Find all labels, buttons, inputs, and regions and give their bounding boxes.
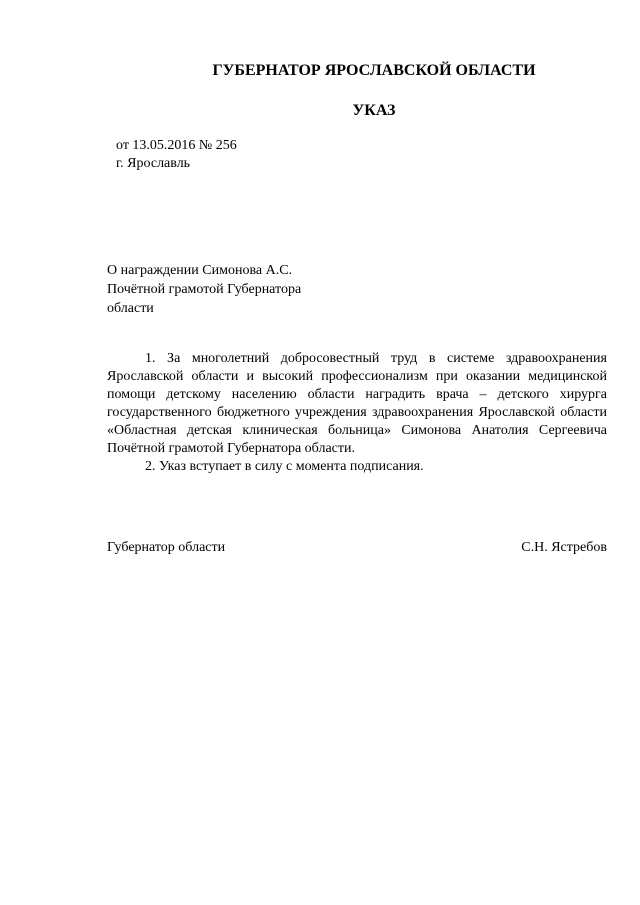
date-number: от 13.05.2016 № 256 [116,138,237,153]
signatory-position: Губернатор области [107,540,226,555]
paragraph-2: 2. Указ вступает в силу с момента подписания. [145,459,424,474]
subject-line: области [107,301,154,316]
subject-line: О награждении Симонова А.С. [107,263,293,278]
document-body [107,350,607,476]
issuing-authority: ГУБЕРНАТОР ЯРОСЛАВСКОЙ ОБЛАСТИ [212,62,536,79]
paragraph-1: 1. За многолетний добросовестный труд в системе здравоохранения Ярославской области и высокий профессионализм при оказании медицинской помощи детскому населению области наградить врача – детского хирурга государственного бюджетного учреждения здравоохранения Ярославской области «Областная детская клиническая больница» Симонова Анатолия Сергеевича Почётной грамотой Губернатора области. [107,351,607,456]
document-meta [116,137,237,173]
signature-block [107,539,607,557]
subject-line: Почётной грамотой Губернатора [107,282,302,297]
city: г. Ярославль [116,156,191,171]
document-subject [107,261,301,318]
signatory-name: С.Н. Ястребов [521,540,607,555]
document-type: УКАЗ [352,102,396,119]
